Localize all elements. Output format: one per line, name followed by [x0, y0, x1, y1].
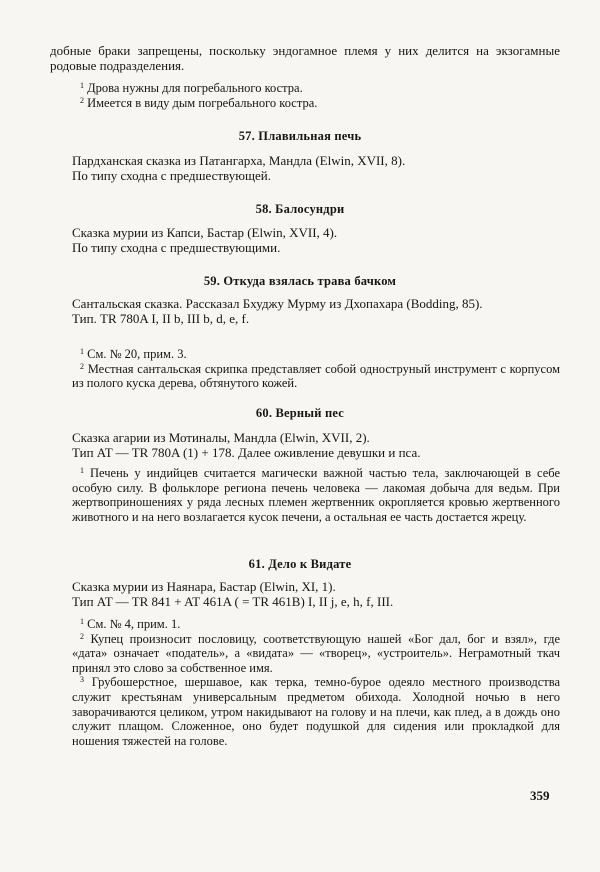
section-notes: [72, 617, 560, 748]
section-body: [72, 226, 560, 255]
type-line: По типу сходна с предшествующими.: [72, 239, 281, 255]
type-line: Тип. TR 780A I, II b, III b, d, e, f.: [72, 310, 250, 326]
page-number: 359: [530, 788, 550, 803]
source-line: Сказка мурии из Капси, Бастар (Elwin, XVII, 4).: [72, 225, 338, 240]
section-title: 60. Верный пес: [255, 406, 345, 420]
footnote: $^2$ Имеется в виду дым погребального костра.: [80, 95, 318, 110]
source-line: Сказка мурии из Наянара, Бастар (Elwin, XI, 1).: [72, 579, 336, 594]
type-line: Тип AT — TR 780A (1) + 178. Далее оживление девушки и пса.: [72, 444, 421, 460]
section-title: 59. Откуда взялась трава бачком: [203, 274, 397, 288]
footnote: $^1$ См. № 20, прим. 3.: [80, 347, 187, 361]
source-line: Сказка агарии из Мотиналы, Мандла (Elwin, XVII, 2).: [72, 430, 370, 445]
section-title: 58. Балосундри: [255, 202, 345, 216]
section-body: [72, 431, 560, 460]
intro-text: добные браки запрещены, поскольку эндогамное племя у них делится на экзогамные родовые подразделения.: [50, 43, 560, 73]
section-notes: [72, 466, 560, 524]
footnote: $^2$ Местная сантальская скрипка представляет собой одноструный инструмент с корпусом из полого куска дерева, обтянутого кожей.: [72, 361, 561, 391]
footnote: $^2$ Купец произносит пословицу, соответствующую нашей «Бог дал, бог и взял», где «дата» означает «податель», а «видата» — «творец», «устроитель». Неграмотный ткач принял это слово за собственное имя.: [72, 631, 560, 675]
type-line: Тип AT — TR 841 + AT 461A ( = TR 461B) I, II j, e, h, f, III.: [72, 593, 394, 609]
source-line: Пардханская сказка из Патангарха, Мандла (Elwin, XVII, 8).: [72, 153, 406, 168]
section-title: 61. Дело к Видате: [248, 557, 352, 571]
intro-notes: [72, 81, 560, 110]
type-line: По типу сходна с предшествующей.: [72, 167, 271, 183]
section-body: [72, 580, 560, 609]
footnote: $^1$ Печень у индийцев считается магически важной частью тела, заключающей в себе особую силу. В фольклоре региона печень человека — лакомая добыча для ведьм. При жертвоприношениях у ряда лесных племен жертвенник окропляется кровью жертвенного животного и на него возлагается кусок печени, а остальная ее часть достается жрецу.: [72, 466, 561, 524]
intro-paragraph: [50, 44, 560, 73]
section-title: 57. Плавильная печь: [238, 129, 362, 143]
section-body: [72, 297, 560, 326]
footnote: $^1$ См. № 4, прим. 1.: [80, 617, 181, 631]
source-line: Сантальская сказка. Рассказал Бхуджу Мурму из Дхопахара (Bodding, 85).: [72, 296, 483, 311]
section-body: [72, 154, 560, 183]
section-notes: [72, 347, 560, 391]
footnote: $^3$ Грубошерстное, шершавое, как терка, темно-бурое одеяло местного производства служит крестьянам универсальным предметом обихода. Холодной ночью в него заворачиваются целиком, утром накидывают на голову и на плечи, как плед, а в дождь оно служит плащом. Сложенное, оно будет подушкой для сидения или прокладкой для ношения тяжестей на голове.: [72, 675, 561, 748]
footnote: $^1$ Дрова нужны для погребального костра.: [80, 81, 303, 95]
